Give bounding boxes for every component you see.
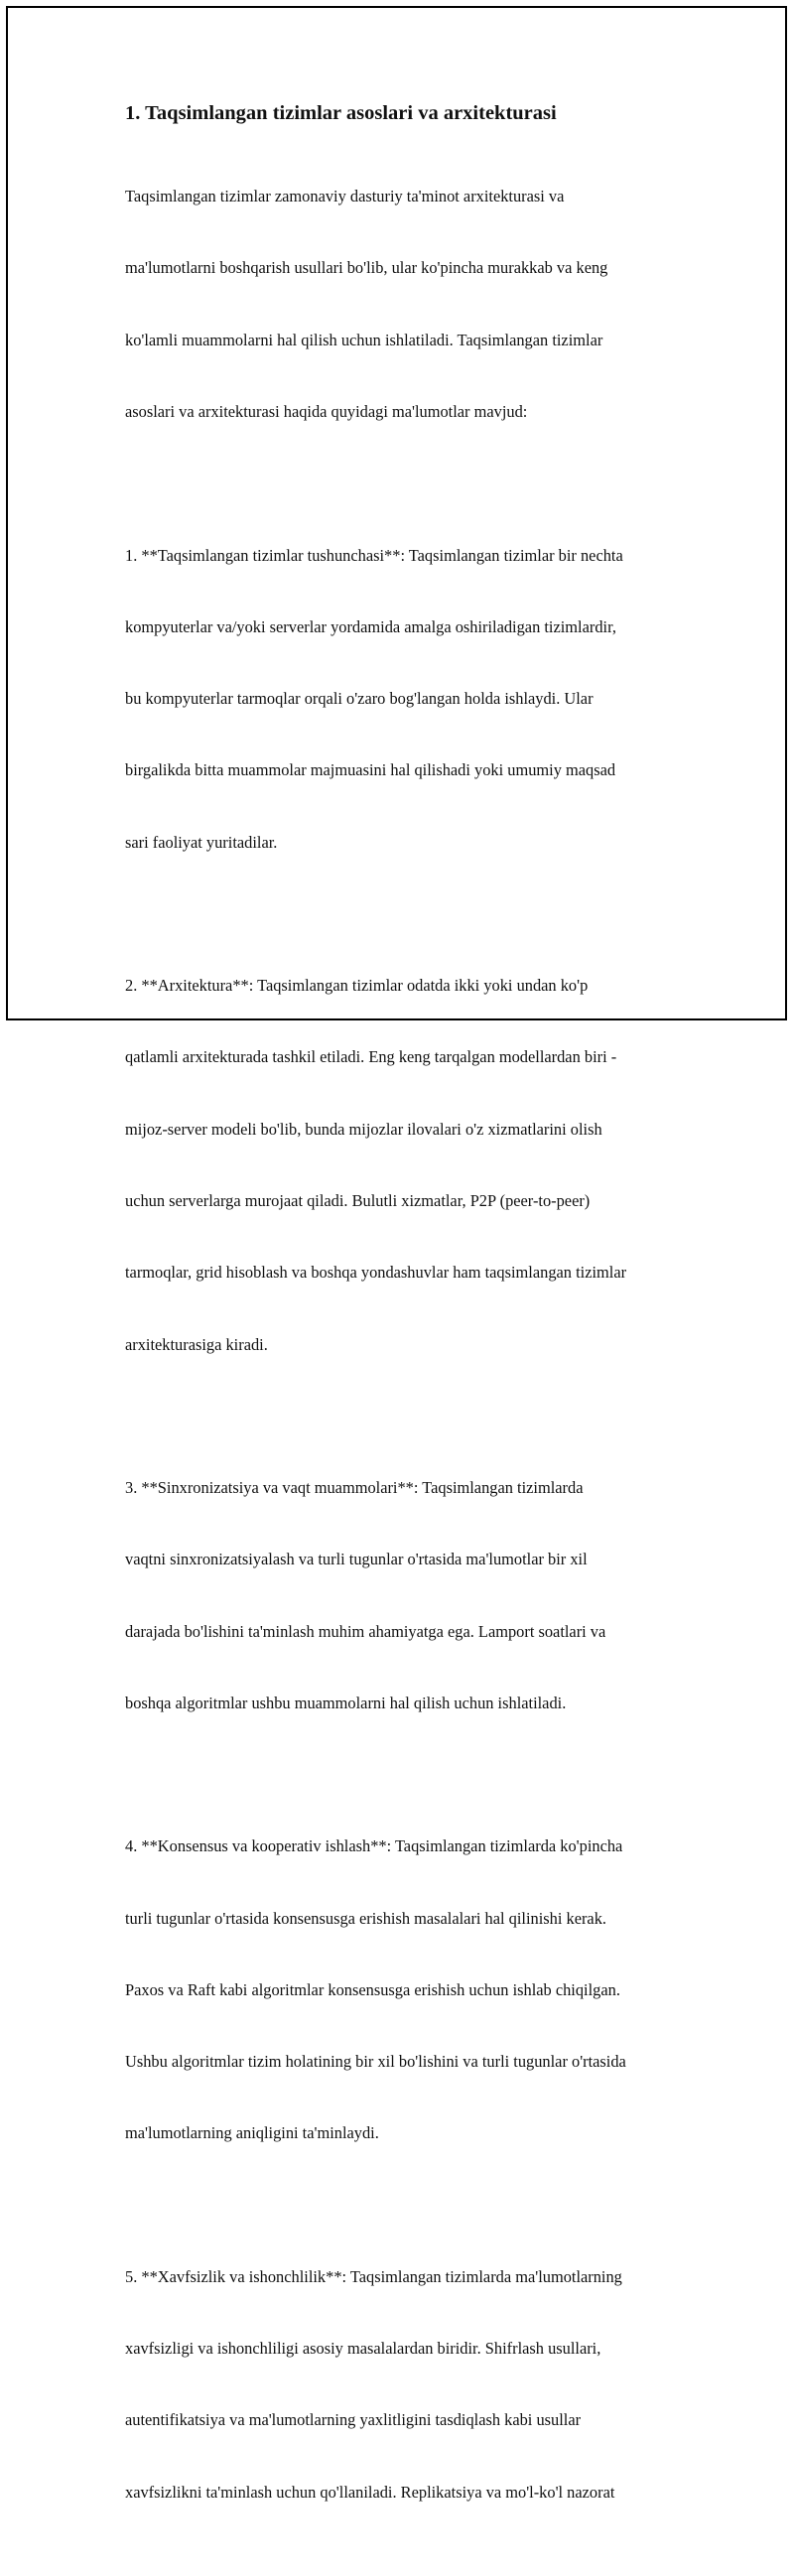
paragraph-item-3 bbox=[125, 1428, 695, 1763]
page-frame bbox=[6, 6, 787, 2502]
paragraph-item-1 bbox=[125, 495, 695, 902]
text-line: tarmoqlar, grid hisoblash va boshqa yondashuvlar ham taqsimlangan tizimlar bbox=[125, 1263, 627, 1283]
text-line: ma'lumotlarni boshqarish usullari bo'lib, ular ko'pincha murakkab va keng bbox=[125, 258, 608, 278]
text-line: uchun serverlarga murojaat qiladi. Bulutli xizmatlar, P2P (peer-to-peer) bbox=[125, 1190, 591, 1210]
text-line: arxitekturasiga kiradi. bbox=[125, 1334, 268, 1354]
text-line: mijoz-server modeli bo'lib, bunda mijozlar ilovalari o'z xizmatlarini olish bbox=[125, 1119, 602, 1139]
text-line: ma'lumotlarning aniqligini ta'minlaydi. bbox=[125, 2123, 379, 2143]
paragraph-intro bbox=[125, 137, 695, 472]
document-body bbox=[119, 99, 695, 2576]
text-line: Ushbu algoritmlar tizim holatining bir xil bo'lishini va turli tugunlar o'rtasida bbox=[125, 2052, 626, 2072]
text-line: autentifikatsiya va ma'lumotlarning yaxlitligini tasdiqlash kabi usullar bbox=[125, 2410, 582, 2430]
text-line: qatlamli arxitekturada tashkil etiladi. Eng keng tarqalgan modellardan biri - bbox=[125, 1047, 617, 1067]
paragraph-item-5 bbox=[125, 2218, 695, 2552]
text-line: sari faoliyat yuritadilar. bbox=[125, 832, 278, 852]
text-line: darajada bo'lishini ta'minlash muhim ahamiyatga ega. Lamport soatlari va bbox=[125, 1621, 606, 1641]
text-line: 3. **Sinxronizatsiya va vaqt muammolari**: Taqsimlangan tizimlarda bbox=[125, 1477, 584, 1497]
text-line: vaqtni sinxronizatsiyalash va turli tugunlar o'rtasida ma'lumotlar bir xil bbox=[125, 1550, 588, 1569]
text-line: ko'lamli muammolarni hal qilish uchun ishlatiladi. Taqsimlangan tizimlar bbox=[125, 330, 603, 349]
text-line: turli tugunlar o'rtasida konsensusga erishish masalalari hal qilinishi kerak. bbox=[125, 1908, 607, 1928]
text-line: asoslari va arxitekturasi haqida quyidagi ma'lumotlar mavjud: bbox=[125, 402, 528, 422]
text-line: 2. **Arxitektura**: Taqsimlangan tizimlar odatda ikki yoki undan ko'p bbox=[125, 976, 589, 996]
paragraph-item-4 bbox=[125, 1787, 695, 2194]
text-line: Taqsimlangan tizimlar zamonaviy dasturiy ta'minot arxitekturasi va bbox=[125, 187, 565, 206]
text-line: xavfsizlikni ta'minlash uchun qo'llaniladi. Replikatsiya va mo'l-ko'l nazorat bbox=[125, 2482, 615, 2502]
document-title: 1. Taqsimlangan tizimlar asoslari va arxitekturasi bbox=[125, 102, 557, 124]
text-line: boshqa algoritmlar ushbu muammolarni hal qilish uchun ishlatiladi. bbox=[125, 1693, 567, 1712]
text-line: 5. **Xavfsizlik va ishonchlilik**: Taqsimlangan tizimlarda ma'lumotlarning bbox=[125, 2266, 622, 2286]
text-line: xavfsizligi va ishonchliligi asosiy masalalardan biridir. Shifrlash usullari, bbox=[125, 2339, 601, 2359]
text-line: 1. **Taqsimlangan tizimlar tushunchasi**: Taqsimlangan tizimlar bir nechta bbox=[125, 545, 623, 565]
text-line: birgalikda bitta muammolar majmuasini hal qilishadi yoki umumiy maqsad bbox=[125, 760, 616, 780]
text-line: 4. **Konsensus va kooperativ ishlash**: Taqsimlangan tizimlarda ko'pincha bbox=[125, 1836, 623, 1856]
text-line: Paxos va Raft kabi algoritmlar konsensusga erishish uchun ishlab chiqilgan. bbox=[125, 1979, 620, 1999]
text-line: bu kompyuterlar tarmoqlar orqali o'zaro bog'langan holda ishlaydi. Ular bbox=[125, 689, 594, 709]
text-line: kompyuterlar va/yoki serverlar yordamida amalga oshiriladigan tizimlardir, bbox=[125, 616, 616, 636]
paragraph-item-2 bbox=[125, 926, 695, 1405]
